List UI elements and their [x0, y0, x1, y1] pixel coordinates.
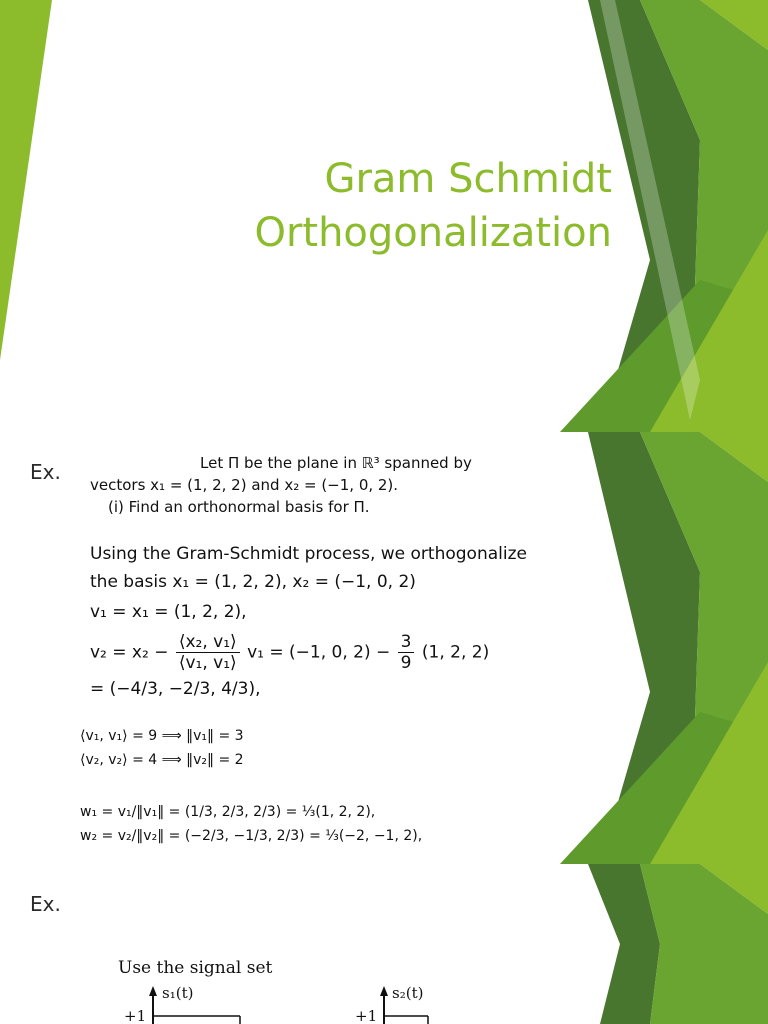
fraction-numerator: ⟨x₂, v₁⟩: [176, 632, 240, 653]
problem-line-3: (i) Find an orthonormal basis for Π.: [108, 498, 370, 516]
solution-line-2: the basis x₁ = (1, 2, 2), x₂ = (−1, 0, 2): [90, 572, 416, 592]
plus-one-label-b: +1: [355, 1007, 378, 1024]
title-line-1: Gram Schmidt: [324, 156, 612, 202]
problem-statement: [90, 452, 472, 518]
w1-equation: w₁ = v₁/‖v₁‖ = (1/3, 2/3, 2/3) = ⅓(1, 2, 2),: [80, 804, 376, 820]
norm-block: [80, 724, 244, 772]
coefficient-numerator: 3: [398, 632, 415, 653]
v2-equation: [90, 632, 527, 673]
v2-lhs: v₂ = x₂ −: [90, 642, 169, 663]
coefficient-fraction: [398, 632, 415, 673]
signal-intro-text: Use the signal set: [118, 958, 273, 978]
v1-equation: v₁ = x₁ = (1, 2, 2),: [90, 602, 247, 622]
inner-product-fraction: [176, 632, 240, 673]
right-green-accent-2: [0, 864, 768, 1024]
norm-v1: ⟨v₁, v₁⟩ = 9 ⟹ ‖v₁‖ = 3: [80, 728, 244, 744]
s2-label: s₂(t): [392, 984, 424, 1002]
orthonormal-basis-block: [80, 800, 422, 848]
problem-line-2: vectors x₁ = (1, 2, 2) and x₂ = (−1, 0, 2).: [90, 476, 399, 494]
example-slide: [0, 432, 768, 864]
norm-v2: ⟨v₂, v₂⟩ = 4 ⟹ ‖v₂‖ = 2: [80, 752, 244, 768]
example-label-2: Ex.: [30, 892, 61, 916]
solution-line-1: Using the Gram-Schmidt process, we orthogonalize: [90, 544, 527, 564]
fraction-denominator: ⟨v₁, v₁⟩: [178, 653, 237, 673]
example-label: Ex.: [30, 460, 61, 484]
problem-line-1: Let Π be the plane in ℝ³ spanned by: [200, 454, 472, 472]
coefficient-denominator: 9: [400, 653, 412, 673]
v2-result: = (−4/3, −2/3, 4/3),: [90, 679, 261, 699]
title-line-2: Orthogonalization: [254, 210, 612, 256]
v2-rhs: (1, 2, 2): [421, 642, 490, 663]
s1-label: s₁(t): [162, 984, 194, 1002]
second-example-slide: [0, 864, 768, 1024]
solution-block: [90, 540, 527, 705]
title-slide: [0, 0, 768, 432]
w2-equation: w₂ = v₂/‖v₂‖ = (−2/3, −1/3, 2/3) = ⅓(−2, −1, 2),: [80, 828, 423, 844]
v2-middle: v₁ = (−1, 0, 2) −: [247, 642, 391, 663]
slide-title: [254, 152, 612, 260]
plus-one-label-a: +1: [124, 1007, 147, 1024]
